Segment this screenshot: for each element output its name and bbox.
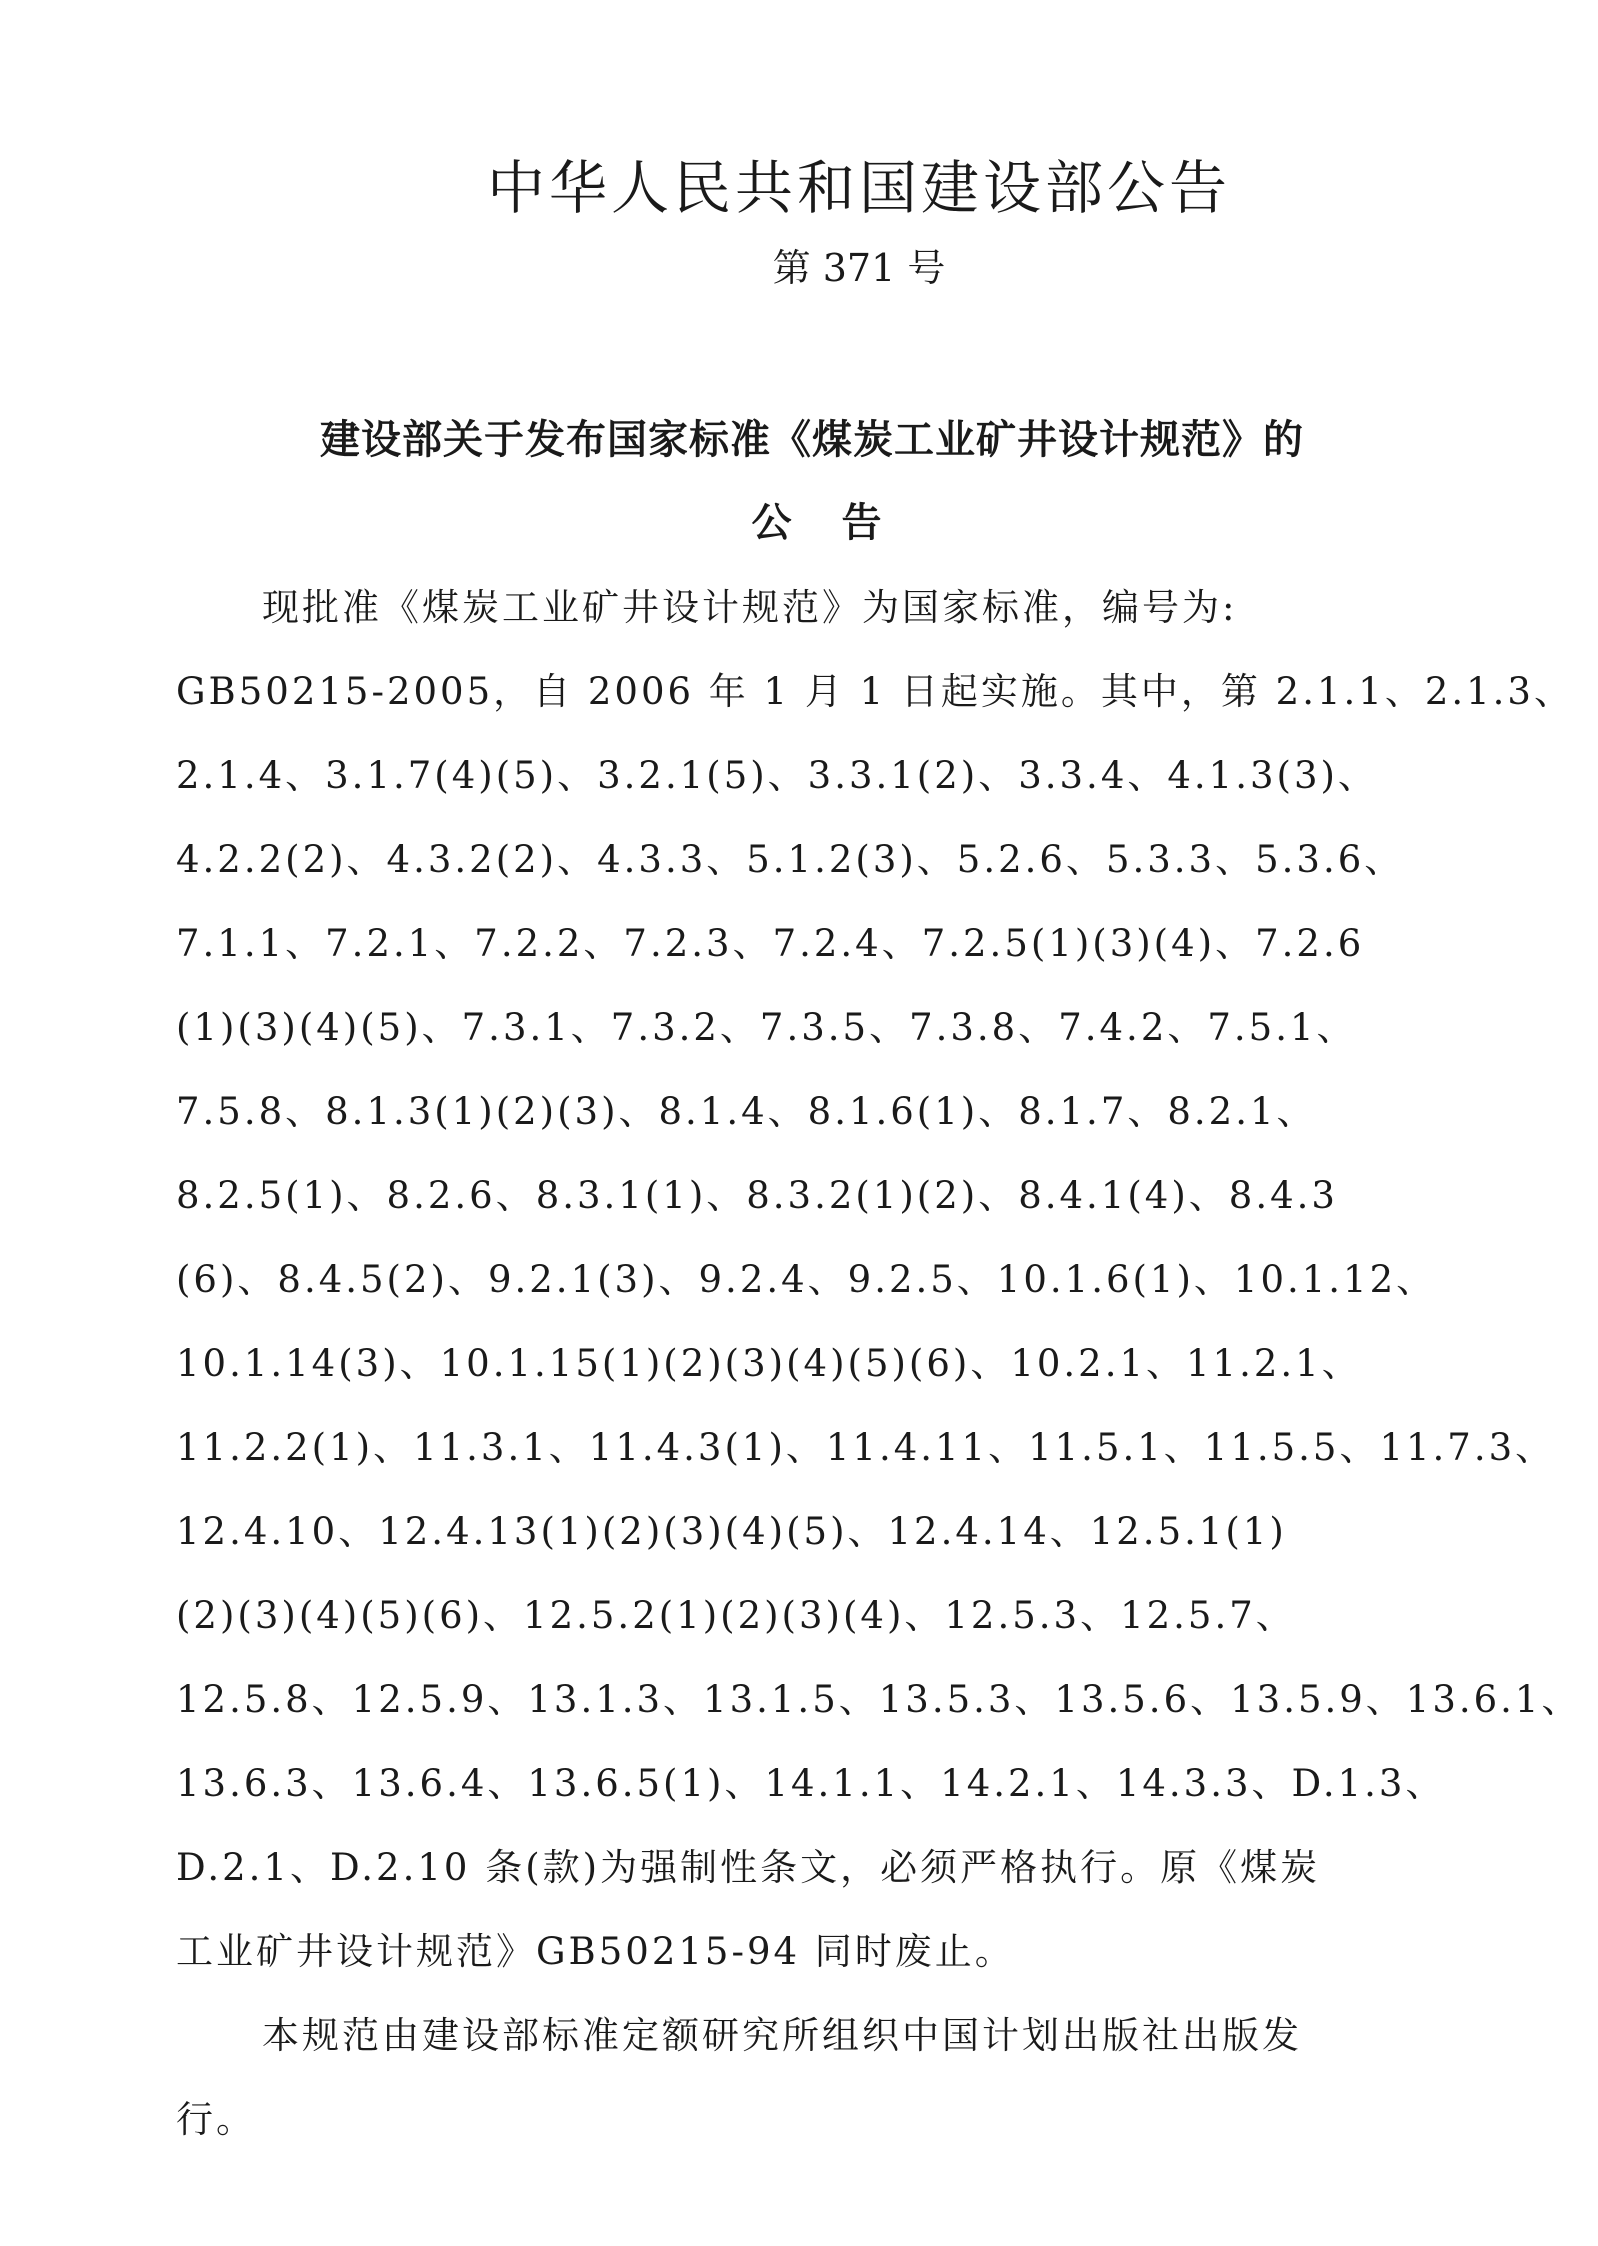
announcement-heading: 建设部关于发布国家标准《煤炭工业矿井设计规范》的 [320,416,1304,463]
text-line: (1)(3)(4)(5)、7.3.1、7.3.2、7.3.5、7.3.8、7.4.2、7.5.1、 [176,1006,1357,1049]
text-line: 本规范由建设部标准定额研究所组织中国计划出版社出版发 [262,2014,1302,2057]
text-line: D.2.1、D.2.10 条(款)为强制性条文，必须严格执行。原《煤炭 [176,1846,1321,1889]
announcement-number: 第 371 号 [772,246,946,290]
text-line: 10.1.14(3)、10.1.15(1)(2)(3)(4)(5)(6)、10.2.1、11.2.1、 [176,1342,1362,1385]
paragraph-2 [176,1994,1426,2162]
text-line: 4.2.2(2)、4.3.2(2)、4.3.3、5.1.2(3)、5.2.6、5.3.3、5.3.6、 [176,838,1405,881]
text-line: 13.6.3、13.6.4、13.6.5(1)、14.1.1、14.2.1、14.3.3、D.1.3、 [176,1762,1446,1805]
text-line: 11.2.2(1)、11.3.1、11.4.3(1)、11.4.11、11.5.1、11.5.5、11.7.3、 [176,1426,1556,1469]
text-line: 2.1.4、3.1.7(4)(5)、3.2.1(5)、3.3.1(2)、3.3.4、4.1.3(3)、 [176,754,1378,797]
announcement-heading-suffix: 公告 [751,499,932,546]
text-line: (6)、8.4.5(2)、9.2.1(3)、9.2.4、9.2.5、10.1.6(1)、10.1.12、 [176,1258,1437,1301]
text-line: 行。 [176,2098,256,2141]
text-line: GB50215-2005，自 2006 年 1 月 1 日起实施。其中，第 2.1.1、2.1.3、 [176,670,1574,713]
text-line: 7.1.1、7.2.1、7.2.2、7.2.3、7.2.4、7.2.5(1)(3)(4)、7.2.6 [176,922,1365,965]
text-line: (2)(3)(4)(5)(6)、12.5.2(1)(2)(3)(4)、12.5.3、12.5.7、 [176,1594,1296,1637]
text-line: 7.5.8、8.1.3(1)(2)(3)、8.1.4、8.1.6(1)、8.1.7、8.2.1、 [176,1090,1317,1133]
text-line: 12.4.10、12.4.13(1)(2)(3)(4)(5)、12.4.14、12.5.1(1) [176,1510,1287,1553]
paragraph-1 [176,566,1582,1994]
text-line: 工业矿井设计规范》GB50215-94 同时废止。 [176,1930,1015,1973]
text-line: 现批准《煤炭工业矿井设计规范》为国家标准，编号为: [262,586,1238,629]
text-line: 8.2.5(1)、8.2.6、8.3.1(1)、8.3.2(1)(2)、8.4.1(4)、8.4.3 [176,1174,1338,1217]
text-line: 12.5.8、12.5.9、13.1.3、13.1.5、13.5.3、13.5.6、13.5.9、13.6.1、 [176,1678,1582,1721]
document-title: 中华人民共和国建设部公告 [486,154,1231,222]
